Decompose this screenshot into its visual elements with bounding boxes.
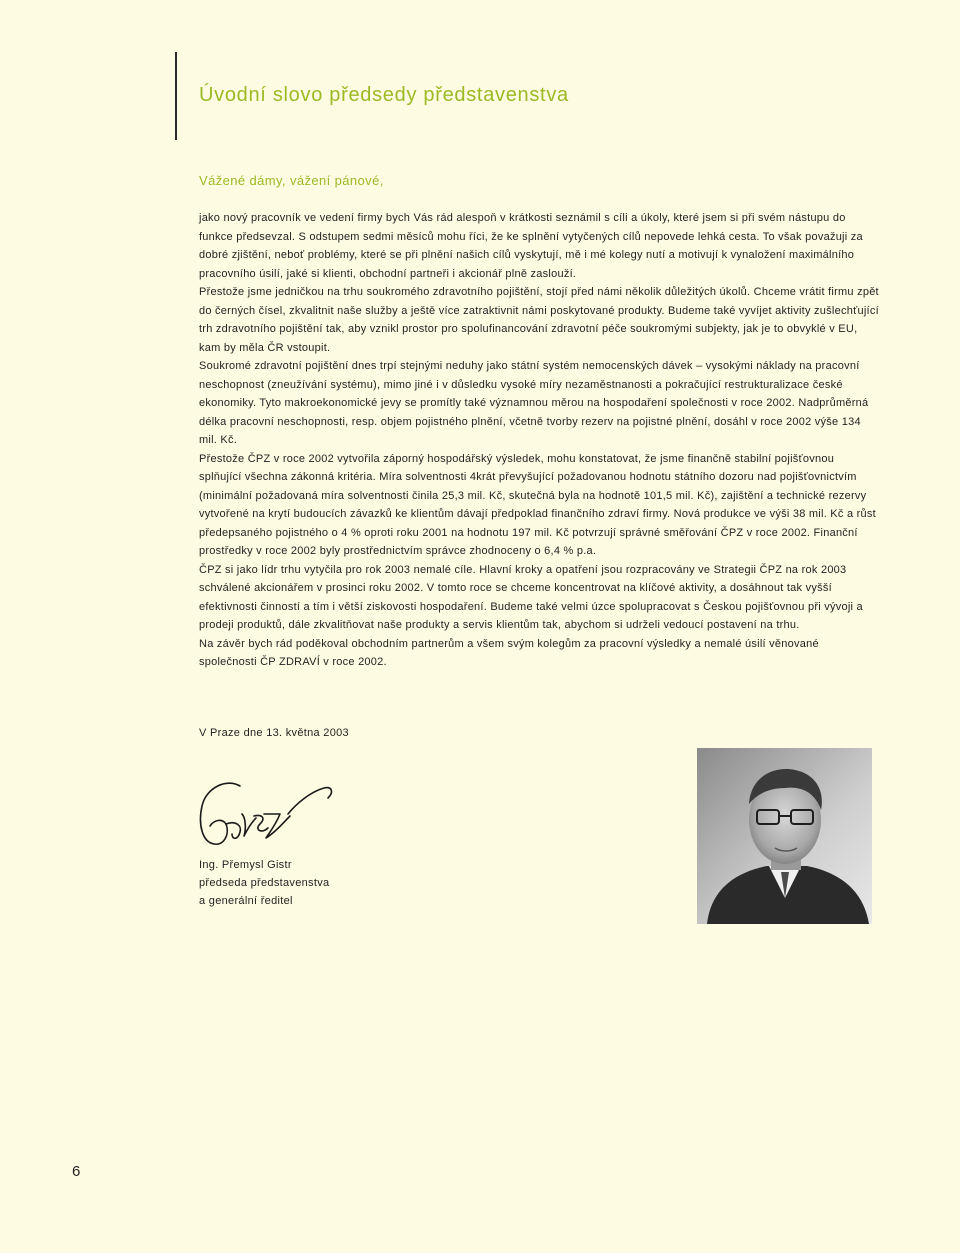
paragraph: Na závěr bych rád poděkoval obchodním partnerům a všem svým kolegům za pracovní výsledky a nemalé úsilí věnované společnosti ČP ZDRAVÍ v roce 2002. [199,637,819,668]
signature-block [199,856,329,910]
page-title: Úvodní slovo předsedy představenstva [199,84,569,106]
salutation: Vážené dámy, vážení pánové, [199,173,384,188]
handwritten-signature [196,774,336,850]
paragraph: ČPZ si jako lídr trhu vytyčila pro rok 2003 nemalé cíle. Hlavní kroky a opatření jsou rozpracovány ve Strategii ČPZ na rok 2003 schválené akcionářem v prosinci roku 2002. V tomto roce se chceme koncentrovat na klíčové aktivity, a dosáhnout tak vyšší efektivnosti činností a tím i větší ziskovosti hospodaření. Budeme také velmi úzce spolupracovat s Českou pojišťovnou při vývoji a prodeji produktů, dále zkvalitňovat naše produkty a servis klientům tak, abychom si udrželi vedoucí postavení na trhu. [199,563,863,631]
page-number: 6 [72,1163,81,1180]
vertical-rule [175,52,177,140]
portrait-photo [697,748,872,924]
signatory-name: Ing. Přemysl Gistr [199,859,292,871]
signatory-role: a generální ředitel [199,895,293,907]
date-line: V Praze dne 13. května 2003 [199,727,349,739]
paragraph: Soukromé zdravotní pojištění dnes trpí stejnými neduhy jako státní systém nemocenských dávek – vysokými náklady na pracovní neschopnost (zneužívání systému), mimo jiné i v důsledku vysoké míry nezaměstnanosti a pokračující restrukturalizace české ekonomiky. Tyto makroekonomické jevy se promítly také významnou měrou na hospodaření společnosti v roce 2002. Nadprůměrná délka pracovní neschopnosti, resp. objem pojistného plnění, včetně tvorby rezerv na pojistné plnění, dosáhl v roce 2002 výše 134 mil. Kč. [199,360,869,446]
paragraph: Přestože jsme jedničkou na trhu soukromého zdravotního pojištění, stojí před námi několik důležitých úkolů. Chceme vrátit firmu zpět do černých čísel, zkvalitnit naše služby a ještě více zatraktivnit námi poskytované produkty. Budeme také vyvíjet aktivity zušlechťující trh zdravotního pojištění tak, aby vznikl prostor pro spolufinancování zdravotní péče soukromými subjekty, jak je to obvyklé v EU, kam by měla ČR vstoupit. [199,286,879,354]
letter-body [199,209,879,672]
paragraph: jako nový pracovník ve vedení firmy bych Vás rád alespoň v krátkosti seznámil s cíli a úkoly, které jsem si při svém nástupu do funkce předsevzal. S odstupem sedmi měsíců mohu říci, že ke splnění vytyčených cílů nepovede lehká cesta. To však považuji za dobré zjištění, neboť problémy, které se při plnění našich cílů vyskytují, mě i mé kolegy nutí a motivují k vynaložení maximálního pracovního úsilí, jaké si klienti, obchodní partneři i akcionář plně zaslouží. [199,212,863,280]
paragraph: Přestože ČPZ v roce 2002 vytvořila záporný hospodářský výsledek, mohu konstatovat, že jsme finančně stabilní pojišťovnou splňující všechna zákonná kritéria. Míra solventnosti 4krát převyšující požadovanou hodnotu státního dozoru nad pojišťovnictvím (minimální požadovaná míra solventnosti činila 25,3 mil. Kč, skutečná byla na hodnotě 101,5 mil. Kč), zajištění a technické rezervy vytvořené na krytí budoucích závazků ke klientům dávají předpoklad finančního zdraví firmy. Nová produkce ve výši 38 mil. Kč a růst předepsaného pojistného o 4 % oproti roku 2001 na hodnotu 197 mil. Kč potvrzují správné směřování ČPZ v roce 2002. Finanční prostředky v roce 2002 byly prostřednictvím správce zhodnoceny o 6,4 % p.a. [199,452,876,557]
signatory-role: předseda představenstva [199,877,330,889]
